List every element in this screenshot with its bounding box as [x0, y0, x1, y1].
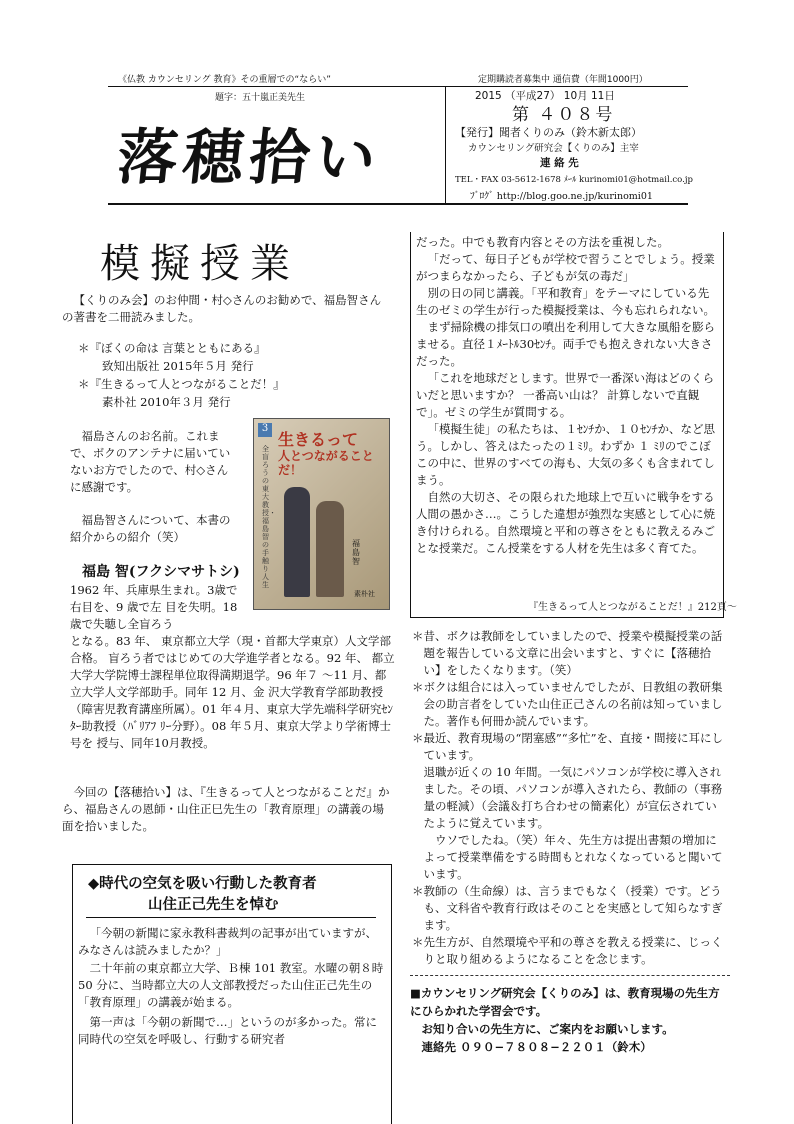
- box-title-line2: 山住正己先生を悼む: [148, 897, 279, 913]
- bio-part1: 1962 年、兵庫県生まれ。3歳で右目を、9 歳で左 目を失明。18 歳で失聴し全盲ろう: [70, 583, 238, 631]
- box-paragraph1: 「今朝の新聞に家永教科書裁判の記事が出ていますが、みなさんは読みましたか？」: [78, 926, 377, 957]
- masthead-top-rule: [108, 86, 688, 87]
- note-item-0: ＊昔、ボクは教師をしていましたので、授業や模擬授業の話題を報告している文章に出会いますと、すぐに【落穂拾い】をしたくなります。（笑）: [412, 629, 723, 677]
- publisher: 【発行】聞者くりのみ（鈴木新太郎）: [455, 126, 642, 139]
- book-volume-badge: 3: [258, 423, 272, 437]
- quote-line-6: 自然の大切さ、その限られた地球上で互いに戦争をする人間の愚かさ…。こうした違想が強烈な実感として心に焼き付けられる。自然環境と平和の尊さをともに教えるみごとな授業だ。こん授業をする人材を先生は多く育てた。: [416, 490, 715, 555]
- blog-url: ﾌﾞﾛｸﾞ http://blog.goo.ne.jp/kurinomi01: [470, 191, 653, 202]
- book-author: 福島 智: [352, 539, 360, 566]
- box-paragraph3: 第一声は「今朝の新聞で…」というのが多かった。常に同時代の空気を呼吸し、行動する研究者: [78, 1015, 377, 1046]
- bio-name: 福島 智(フクシマサトシ): [82, 564, 240, 580]
- bio-intro: 福島智さんについて、本書の紹介からの紹介（笑）: [70, 513, 231, 544]
- book2-publisher: 素朴社 2010年３月 発行: [102, 395, 231, 409]
- subscription-notice: 定期購読者募集中 通信費（年間1000円）: [478, 75, 648, 85]
- footer-notice: [410, 984, 728, 1056]
- organization: カウンセリング研究会【くりのみ】主宰: [468, 143, 639, 154]
- quote-line-4: 「これを地球だとします。世界で一番深い海はどのくらいだと思いますか？ 一番高い山は？ 計算しないで直観で」。ゼミの学生が質問する。: [416, 371, 715, 419]
- notes: [412, 628, 728, 968]
- intro-paragraph: 【くりのみ会】のお仲間・村◇さんのお勧めで、福島智さんの著書を二冊読みました。: [62, 293, 382, 324]
- tel-email: TEL・FAX 03-5612-1678 ﾒｰﾙ kurinomi01@hotmail.co.jp: [455, 175, 693, 185]
- book-title-line2: 人とつながることだ！: [278, 449, 374, 477]
- note-item-1: ＊ボクは組合には入っていませんでしたが、日教組の教研集会の助言者をしていた山住正己さんの名前は知っていました。著作も何冊か読んでいます。: [412, 680, 723, 728]
- book-photo-person1: [284, 487, 310, 597]
- quote-line-2: 別の日の同じ講義。「平和教育」をテーマにしている先生のゼミの学生が行った模擬授業は、今も忘れられない。: [416, 286, 715, 317]
- quote-line-3: まず掃除機の排気口の噴出を利用して大きな風船を膨らませる。直径１ﾒｰﾄﾙ30ｾﾝﾁ。両手でも抱えきれない大きさだった。: [416, 320, 715, 368]
- quote-line-0: だった。中でも教育内容とその方法を重視した。: [416, 235, 669, 249]
- box-title-rule: [86, 917, 376, 918]
- quote-line-1: 「だって、毎日子どもが学校で習うことでしょう。授業がつまらなかったら、子どもが気の毒だ」: [416, 252, 715, 283]
- article-headline: 模擬授業: [100, 241, 300, 287]
- tagline: 《仏教 カウンセリング 教育》その重層での“ならい”: [118, 75, 331, 85]
- box-title-line1: ◆時代の空気を吸い行動した教育者: [88, 876, 317, 892]
- footer-rule: [410, 975, 730, 976]
- note-item-4: ウソでしたね。（笑）年々、先生方は提出書類の増加によって授業準備をする時間もとれなくなっていると聞いています。: [423, 833, 723, 881]
- issue-date: 2015 （平成27） 10月 11日: [475, 90, 615, 102]
- issue-number: 第 ４０８号: [512, 105, 615, 125]
- footer-line-2: 連絡先 ０９０−７８０８−２２０１（鈴木）: [421, 1040, 652, 1054]
- book-cover-image: [253, 418, 390, 610]
- note-item-3: 退職が近くの 10 年間。一気にパソコンが学校に導入されました。その頃、パソコンが導入されたら、教師の（事務量の軽減）（会議＆打ち合わせの簡素化）が宣伝されていたように覚えています。: [423, 765, 723, 830]
- masthead-bottom-rule: [108, 203, 688, 205]
- quote-source: 『生きるって人とつながることだ！』212頁～: [528, 602, 737, 613]
- book-photo-person2: [316, 501, 344, 597]
- footer-line-1: お知り合いの先生方に、ご案内をお願いします。: [421, 1022, 674, 1036]
- book1-title: ＊『ぼくの命は 言葉とともにある』: [78, 341, 266, 355]
- book1-publisher: 致知出版社 2015年５月 発行: [102, 359, 254, 373]
- thanks-paragraph: 福島さんのお名前。これまで、ボクのアンテナに届いていないお方でしたので、村◇さんに感謝です。: [70, 429, 231, 494]
- book-publisher-mark: 素朴社: [354, 590, 375, 598]
- quote-line-5: 「模擬生徒」の私たちは、１ｾﾝﾁか、１０ｾﾝﾁか、など思う。しかし、答えはたったの１ﾐﾘ。わずか １ ﾐﾘのでこぼこの中に、世界のすべての海も、大気の多くも含まれてしまう。: [416, 422, 715, 487]
- footer-line-0: ■カウンセリング研究会【くりのみ】は、教育現場の先生方にひらかれた学習会です。: [410, 986, 720, 1018]
- calligraphy-credit: 題字：五十嵐正美先生: [215, 93, 306, 103]
- box-paragraph2: 二十年前の東京都立大学、Ｂ棟 101 教室。水曜の朝８時 50 分に、当時都立大の人文部教授だった山住正己先生の「教育原理」の講義が始まる。: [78, 961, 384, 1009]
- book2-title: ＊『生きるって人とつながることだ！』: [78, 377, 285, 391]
- book-side-text: 全盲ろうの東大教授・福島智の手触り人生: [262, 445, 276, 589]
- note-item-6: ＊先生方が、自然環境や平和の尊さを教える授業に、じっくりと取り組めるようになることを念じます。: [412, 935, 723, 966]
- bio-part2: となる。83 年、 東京都立大学（現・首都大学東京）人文学部合格。 盲ろう者ではじめての大学進学者となる。92 年、 都立大学大学院博士課程単位取得満期退学。96 年７ ～11 月、都立大学人文学部助手。同年 12 月、金 沢大学教育学部助教授（障害児教育講座所属）。01 年４月、東京大学先端科学研究ｾﾝﾀｰ助教授（ﾊﾞﾘｱﾌ ﾘｰ分野）。08 年５月、東京大学より学術博士号を 授与、同年10月教授。: [70, 634, 395, 750]
- contact-label: 連 絡 先: [540, 157, 579, 169]
- note-item-2: ＊最近、教育現場の“閉塞感”“多忙”を、直接・間接に耳にしています。: [412, 731, 724, 762]
- closing-paragraph: 今回の【落穂拾い】は、『生きるって人とつながることだ』から、福島さんの恩師・山住正巳先生の「教育原理」の講義の場面を拾いました。: [62, 785, 390, 833]
- masthead-divider: [445, 86, 446, 203]
- newsletter-title: 落穂拾い: [113, 123, 386, 193]
- note-item-5: ＊教師の（生命線）は、言うまでもなく（授業）です。どうも、文科省や教育行政はそのことを実感として知らなすぎます。: [412, 884, 723, 932]
- book-title-line1: 生きるって: [278, 430, 359, 449]
- quote-text: [416, 234, 718, 557]
